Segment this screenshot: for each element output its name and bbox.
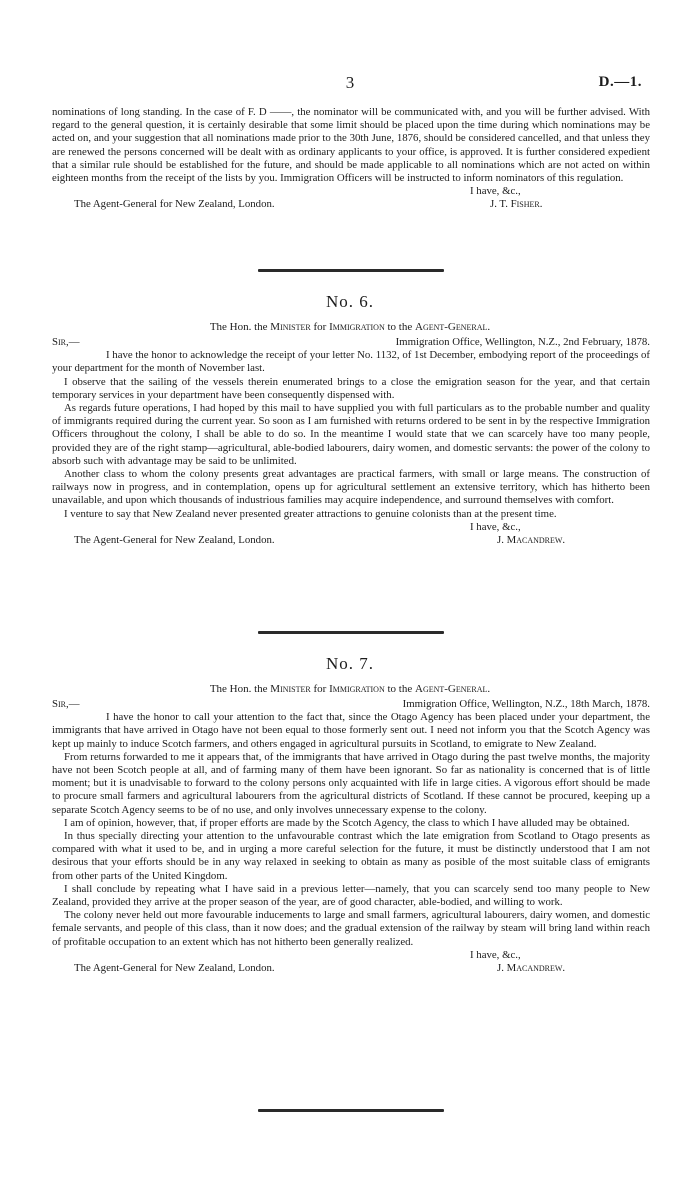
closing-phrase: I have, &c.,: [470, 520, 521, 533]
heading-to: to the: [387, 683, 413, 695]
page-header: [0, 73, 700, 96]
paragraph: From returns forwarded to me it appears that, of the immigrants that have arrived in Otago during the past twelve months, the majority have not been Scotch people at all, and of farming many of them have been ignorant. So far as nationality is concerned that is of little moment; but it is unadvisable to forward to the colony persons only acquainted with life in large cities. A vigorous effort should be made to procure small farmers and agricultural labourers from the agricultural districts of Scotland. If these cannot be procured, keeping up a separate Scotch Agency seems to be of no use, and only involves unnecessary expense to the colony.: [52, 750, 650, 816]
page-number: 3: [345, 73, 355, 92]
heading-recipient: Agent-General.: [415, 683, 491, 695]
heading-for: for: [313, 683, 327, 695]
paragraph: I venture to say that New Zealand never presented greater attractions to genuine colonists than at the present time.: [64, 507, 557, 520]
dateline: Immigration Office, Wellington, N.Z., 2nd February, 1878.: [395, 336, 650, 348]
continued-letter: [52, 106, 650, 212]
heading-department: Immigration: [329, 321, 385, 333]
signature: J. T. Fisher.: [490, 198, 543, 211]
heading-for: for: [313, 321, 327, 333]
section-divider: [258, 269, 444, 272]
section-divider: [258, 1109, 444, 1112]
paragraph: I shall conclude by repeating what I have said in a previous letter—namely, that you can scarcely send too many people to New Zealand, provided they arrive at the proper season of the year, are of good character, able-bodied, and willing to work.: [52, 882, 650, 909]
closing-phrase: I have, &c.,: [470, 185, 521, 198]
heading-to: to the: [387, 321, 413, 333]
heading-prefix: The Hon. the: [209, 321, 268, 333]
document-reference: D.—1.: [598, 74, 642, 90]
heading-sender: Minister: [270, 321, 311, 333]
addressee: The Agent-General for New Zealand, London.: [74, 198, 275, 211]
paragraph: I am of opinion, however, that, if proper efforts are made by the Scotch Agency, the class to which I have alluded may be obtained.: [64, 816, 630, 829]
salutation: Sir,—: [52, 336, 80, 348]
closing-row: [52, 949, 650, 962]
continued-paragraph: nominations of long standing. In the case of F. D ——, the nominator will be communicated with, and you will be further advised. With regard to the general question, it is certainly desirable that some limit should be placed upon the time during which nominations may be acted on, and your suggestion that all nominations made prior to the 30th June, 1876, should be considered cancelled, and that unless they are renewed the persons concerned will be dealt with as ordinary applicants to your office, is approved. It is further considered expedient that a similar rule should be established for the future, and should be made applicable to all nominations which are not acted on within eighteen months from the receipt of the lists by you. Immigration Officers will be instructed to inform nominators of this regulation.: [52, 106, 650, 185]
addressee-row: [52, 534, 650, 547]
dateline: Immigration Office, Wellington, N.Z., 18th March, 1878.: [402, 698, 650, 710]
paragraph: I have the honor to call your attention to the fact that, since the Otago Agency has been placed under your department, the immigrants that have arrived in Otago have not been equal to those formerly sent out. I need not inform you that the Scotch Agency was kept up mainly to induce Scotch farmers, and others engaged in agricultural pursuits in Scotland, to emigrate to New Zealand.: [52, 711, 650, 750]
heading-sender: Minister: [270, 683, 311, 695]
addressee: The Agent-General for New Zealand, London.: [74, 962, 275, 975]
salutation: Sir,—: [52, 698, 80, 710]
letter-body: [52, 698, 650, 975]
section-divider: [258, 631, 444, 634]
heading-prefix: The Hon. the: [209, 683, 268, 695]
closing-row: [52, 521, 650, 534]
closing-row: [52, 185, 650, 198]
paragraph: In thus specially directing your attention to the unfavourable contrast which the late emigration from Scotland to Otago presents as compared with what it used to be, and in urging a more careful selection for the future, it must be distinctly understood that I am not desirous that your efforts should be in any way relaxed in seeking to obtain as many as posible of the most suitable class of emigrants from other parts of the United Kingdom.: [52, 830, 650, 882]
paragraph: The colony never held out more favourable inducements to large and small farmers, agricultural labourers, dairy women, and domestic female servants, and people of this class, than it now does; and the gradual extension of the railway by steam will bring land within reach of profitable occupation to an extent which has not hitherto been generally realized.: [52, 909, 650, 948]
paragraph: I have the honor to acknowledge the receipt of your letter No. 1132, of 1st December, embodying report of the proceedings of your department for the month of November last.: [52, 349, 650, 375]
closing-phrase: I have, &c.,: [470, 948, 521, 961]
addressee: The Agent-General for New Zealand, London.: [74, 534, 275, 547]
paragraph: Another class to whom the colony presents great advantages are practical farmers, with small or large means. The construction of railways now in progress, and in contemplation, opens up for agricultural settlement an extensive territory, which has hitherto been unavailable, and upon which thousands of industrious families may acquire independence, and surround themselves with comfort.: [52, 468, 650, 507]
signature: J. Macandrew.: [497, 962, 566, 975]
heading-department: Immigration: [329, 683, 385, 695]
paragraph: As regards future operations, I had hoped by this mail to have supplied you with full particulars as to the probable number and quality of immigrants required during the current year. So soon as I am furnished with returns ordered to be sent in by the respective Immigration Officers throughout the colony, I shall be able to do so. In the meantime I would state that we can scarcely have too many people, provided they are of the right stamp—agricultural, able-bodied labourers, dairy women, and domestic servants: the power of the colony to absorb such with advantage may be said to be unlimited.: [52, 402, 650, 467]
heading-recipient: Agent-General.: [415, 321, 491, 333]
letter-heading: [0, 683, 700, 696]
letter-number: No. 7.: [325, 654, 375, 673]
letter-body: [52, 336, 650, 547]
salutation-row: [52, 336, 650, 349]
paragraph: I observe that the sailing of the vessels therein enumerated brings to a close the emigration season for the year, and that certain temporary services in your department have been consequently dispensed with.: [52, 375, 650, 401]
addressee-row: [52, 198, 650, 211]
signature: J. Macandrew.: [497, 534, 566, 547]
salutation-row: [52, 698, 650, 711]
letter-heading: [0, 321, 700, 334]
letter-number: No. 6.: [325, 292, 375, 311]
addressee-row: [52, 962, 650, 975]
